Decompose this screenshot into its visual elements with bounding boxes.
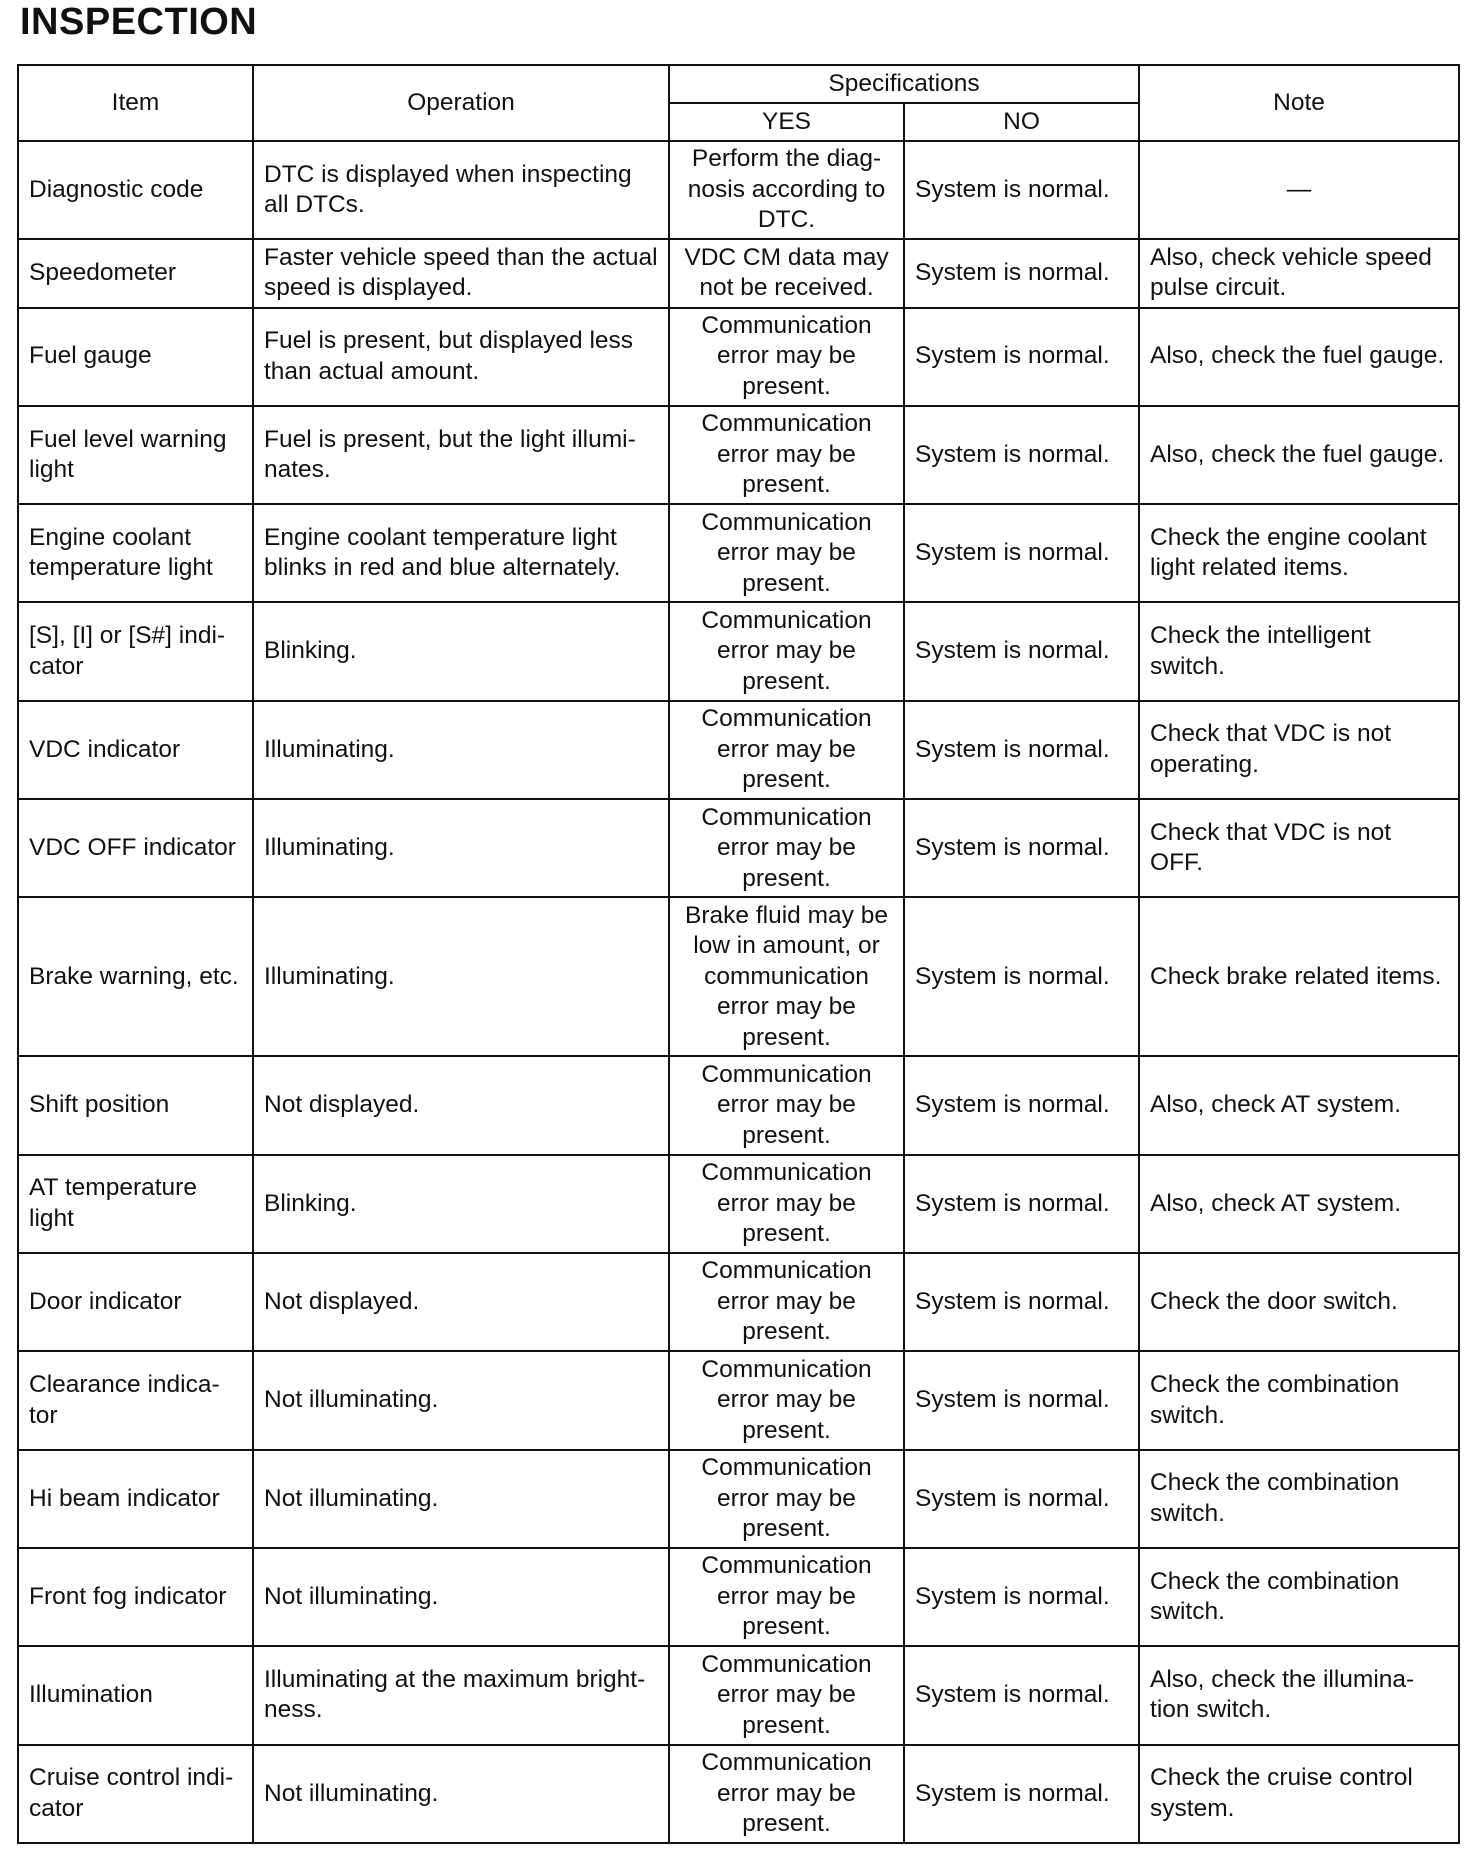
cell-item: AT temperature light (18, 1155, 253, 1253)
cell-note: Check the cruise control system. (1139, 1745, 1459, 1843)
cell-item: Shift position (18, 1056, 253, 1154)
cell-note: Check the intelligent switch. (1139, 602, 1459, 700)
cell-item: VDC indicator (18, 701, 253, 799)
page-title: INSPECTION (20, 1, 258, 43)
header-specifications: Specifications (669, 65, 1139, 103)
table-row (18, 308, 1459, 406)
cell-operation: Not displayed. (253, 1253, 669, 1351)
cell-no: System is normal. (904, 1056, 1139, 1154)
table-row (18, 1745, 1459, 1843)
cell-yes: Communication error may be present. (669, 1646, 904, 1744)
cell-no: System is normal. (904, 1745, 1139, 1843)
cell-operation: Blinking. (253, 602, 669, 700)
cell-item: Front fog indicator (18, 1548, 253, 1646)
cell-note: Also, check vehicle speed pulse circuit. (1139, 239, 1459, 307)
cell-item: Engine coolant temperature light (18, 504, 253, 602)
table-row (18, 799, 1459, 897)
cell-no: System is normal. (904, 897, 1139, 1056)
cell-operation: Not illuminating. (253, 1548, 669, 1646)
cell-operation: DTC is displayed when inspecting all DTCs. (253, 141, 669, 239)
cell-operation: Illuminating. (253, 897, 669, 1056)
cell-no: System is normal. (904, 1450, 1139, 1548)
cell-note: — (1139, 141, 1459, 239)
inspection-table (17, 64, 1460, 1844)
cell-item: Fuel level warning light (18, 406, 253, 504)
cell-yes: Brake fluid may be low in amount, or communication error may be present. (669, 897, 904, 1056)
cell-note: Check brake related items. (1139, 897, 1459, 1056)
cell-no: System is normal. (904, 701, 1139, 799)
cell-yes: Communication error may be present. (669, 1155, 904, 1253)
table-row (18, 1253, 1459, 1351)
table-row (18, 897, 1459, 1056)
cell-no: System is normal. (904, 308, 1139, 406)
cell-yes: Communication error may be present. (669, 1351, 904, 1449)
cell-note: Check that VDC is not OFF. (1139, 799, 1459, 897)
cell-item: Speedometer (18, 239, 253, 307)
table-row (18, 1646, 1459, 1744)
table-row (18, 504, 1459, 602)
cell-operation: Fuel is present, but the light illumi-nates. (253, 406, 669, 504)
cell-yes: Communication error may be present. (669, 602, 904, 700)
cell-operation: Engine coolant temperature light blinks in red and blue alternately. (253, 504, 669, 602)
table-row (18, 701, 1459, 799)
table-row (18, 1548, 1459, 1646)
cell-operation: Not illuminating. (253, 1351, 669, 1449)
table-row (18, 1056, 1459, 1154)
table-header (18, 65, 1459, 141)
cell-yes: Communication error may be present. (669, 1450, 904, 1548)
cell-item: Diagnostic code (18, 141, 253, 239)
cell-yes: Communication error may be present. (669, 406, 904, 504)
cell-note: Check the door switch. (1139, 1253, 1459, 1351)
cell-yes: Communication error may be present. (669, 1253, 904, 1351)
cell-item: Fuel gauge (18, 308, 253, 406)
header-note: Note (1139, 65, 1459, 141)
cell-note: Check the combination switch. (1139, 1450, 1459, 1548)
table-row (18, 406, 1459, 504)
header-item: Item (18, 65, 253, 141)
cell-note: Check the engine coolant light related items. (1139, 504, 1459, 602)
cell-no: System is normal. (904, 1253, 1139, 1351)
cell-operation: Not illuminating. (253, 1745, 669, 1843)
cell-no: System is normal. (904, 1155, 1139, 1253)
cell-no: System is normal. (904, 239, 1139, 307)
cell-operation: Faster vehicle speed than the actual speed is displayed. (253, 239, 669, 307)
cell-no: System is normal. (904, 141, 1139, 239)
cell-yes: Communication error may be present. (669, 1548, 904, 1646)
cell-no: System is normal. (904, 504, 1139, 602)
cell-yes: Communication error may be present. (669, 504, 904, 602)
table-row (18, 1450, 1459, 1548)
cell-note: Check the combination switch. (1139, 1548, 1459, 1646)
cell-yes: Communication error may be present. (669, 308, 904, 406)
table-body (18, 141, 1459, 1843)
cell-operation: Blinking. (253, 1155, 669, 1253)
table-row (18, 1155, 1459, 1253)
cell-yes: Communication error may be present. (669, 1745, 904, 1843)
cell-item: Door indicator (18, 1253, 253, 1351)
cell-no: System is normal. (904, 602, 1139, 700)
cell-note: Check that VDC is not operating. (1139, 701, 1459, 799)
cell-yes: Communication error may be present. (669, 701, 904, 799)
table-row (18, 602, 1459, 700)
cell-item: VDC OFF indicator (18, 799, 253, 897)
cell-operation: Illuminating. (253, 701, 669, 799)
cell-note: Check the combination switch. (1139, 1351, 1459, 1449)
cell-operation: Not illuminating. (253, 1450, 669, 1548)
cell-operation: Not displayed. (253, 1056, 669, 1154)
cell-no: System is normal. (904, 799, 1139, 897)
table-row (18, 1351, 1459, 1449)
cell-item: Hi beam indicator (18, 1450, 253, 1548)
cell-note: Also, check AT system. (1139, 1056, 1459, 1154)
table-row (18, 141, 1459, 239)
cell-yes: Communication error may be present. (669, 799, 904, 897)
cell-no: System is normal. (904, 1548, 1139, 1646)
cell-yes: VDC CM data may not be received. (669, 239, 904, 307)
cell-operation: Illuminating at the maximum bright-ness. (253, 1646, 669, 1744)
cell-no: System is normal. (904, 406, 1139, 504)
cell-item: Cruise control indi-cator (18, 1745, 253, 1843)
cell-yes: Perform the diag-nosis according to DTC. (669, 141, 904, 239)
cell-note: Also, check the fuel gauge. (1139, 308, 1459, 406)
cell-operation: Illuminating. (253, 799, 669, 897)
header-no: NO (904, 103, 1139, 141)
cell-item: Clearance indica-tor (18, 1351, 253, 1449)
header-yes: YES (669, 103, 904, 141)
cell-note: Also, check AT system. (1139, 1155, 1459, 1253)
cell-item: [S], [I] or [S#] indi-cator (18, 602, 253, 700)
header-operation: Operation (253, 65, 669, 141)
table-row (18, 239, 1459, 307)
cell-yes: Communication error may be present. (669, 1056, 904, 1154)
cell-item: Brake warning, etc. (18, 897, 253, 1056)
cell-no: System is normal. (904, 1351, 1139, 1449)
cell-no: System is normal. (904, 1646, 1139, 1744)
cell-note: Also, check the fuel gauge. (1139, 406, 1459, 504)
cell-item: Illumination (18, 1646, 253, 1744)
cell-note: Also, check the illumina-tion switch. (1139, 1646, 1459, 1744)
cell-operation: Fuel is present, but displayed less than actual amount. (253, 308, 669, 406)
